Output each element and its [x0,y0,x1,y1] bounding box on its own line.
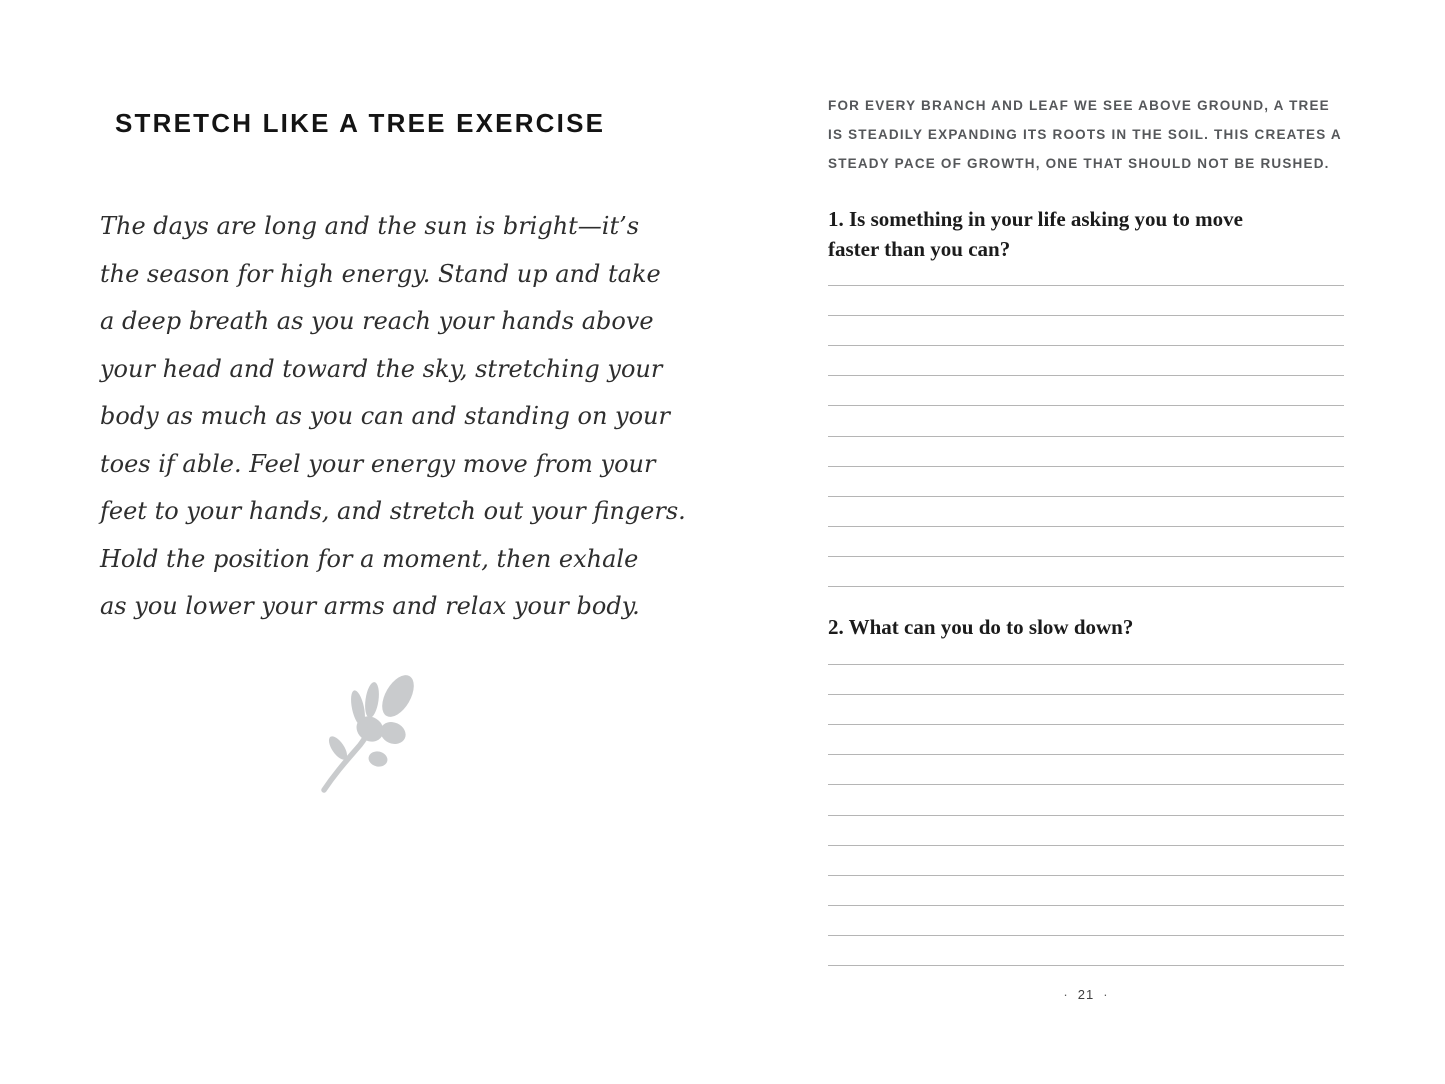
question-1-writing-lines [828,256,1344,587]
page-title: STRETCH LIKE A TREE EXERCISE [115,108,606,138]
leaf-sprig-icon [308,666,438,806]
page-number-left-dot: · [1063,987,1069,1002]
page-number-value: 21 [1077,987,1095,1002]
page-number [828,987,1344,1002]
intro-note: FOR EVERY BRANCH AND LEAF WE SEE ABOVE GROUND, A TREE IS STEADILY EXPANDING ITS ROOTS IN THE SOIL. THIS CREATES A STEADY PACE OF GROWTH, ONE THAT SHOULD NOT BE RUSHED. [828,98,1342,171]
question-2-writing-lines [828,635,1344,966]
exercise-paragraph: The days are long and the sun is bright—it’s the season for high energy. Stand up and take a deep breath as you reach your hands above your head and toward the sky, stretching your body as much as you can and standing on your toes if able. Feel your energy move from your feet to your hands, and stretch out your fingers. Hold the position for a moment, then exhale as you lower your arms and relax your body. [100,212,686,620]
page-number-right-dot: · [1103,987,1109,1002]
question-1-label: 1. Is something in your life asking you to move faster than you can? [828,207,1243,261]
question-2-label: 2. What can you do to slow down? [828,615,1134,639]
